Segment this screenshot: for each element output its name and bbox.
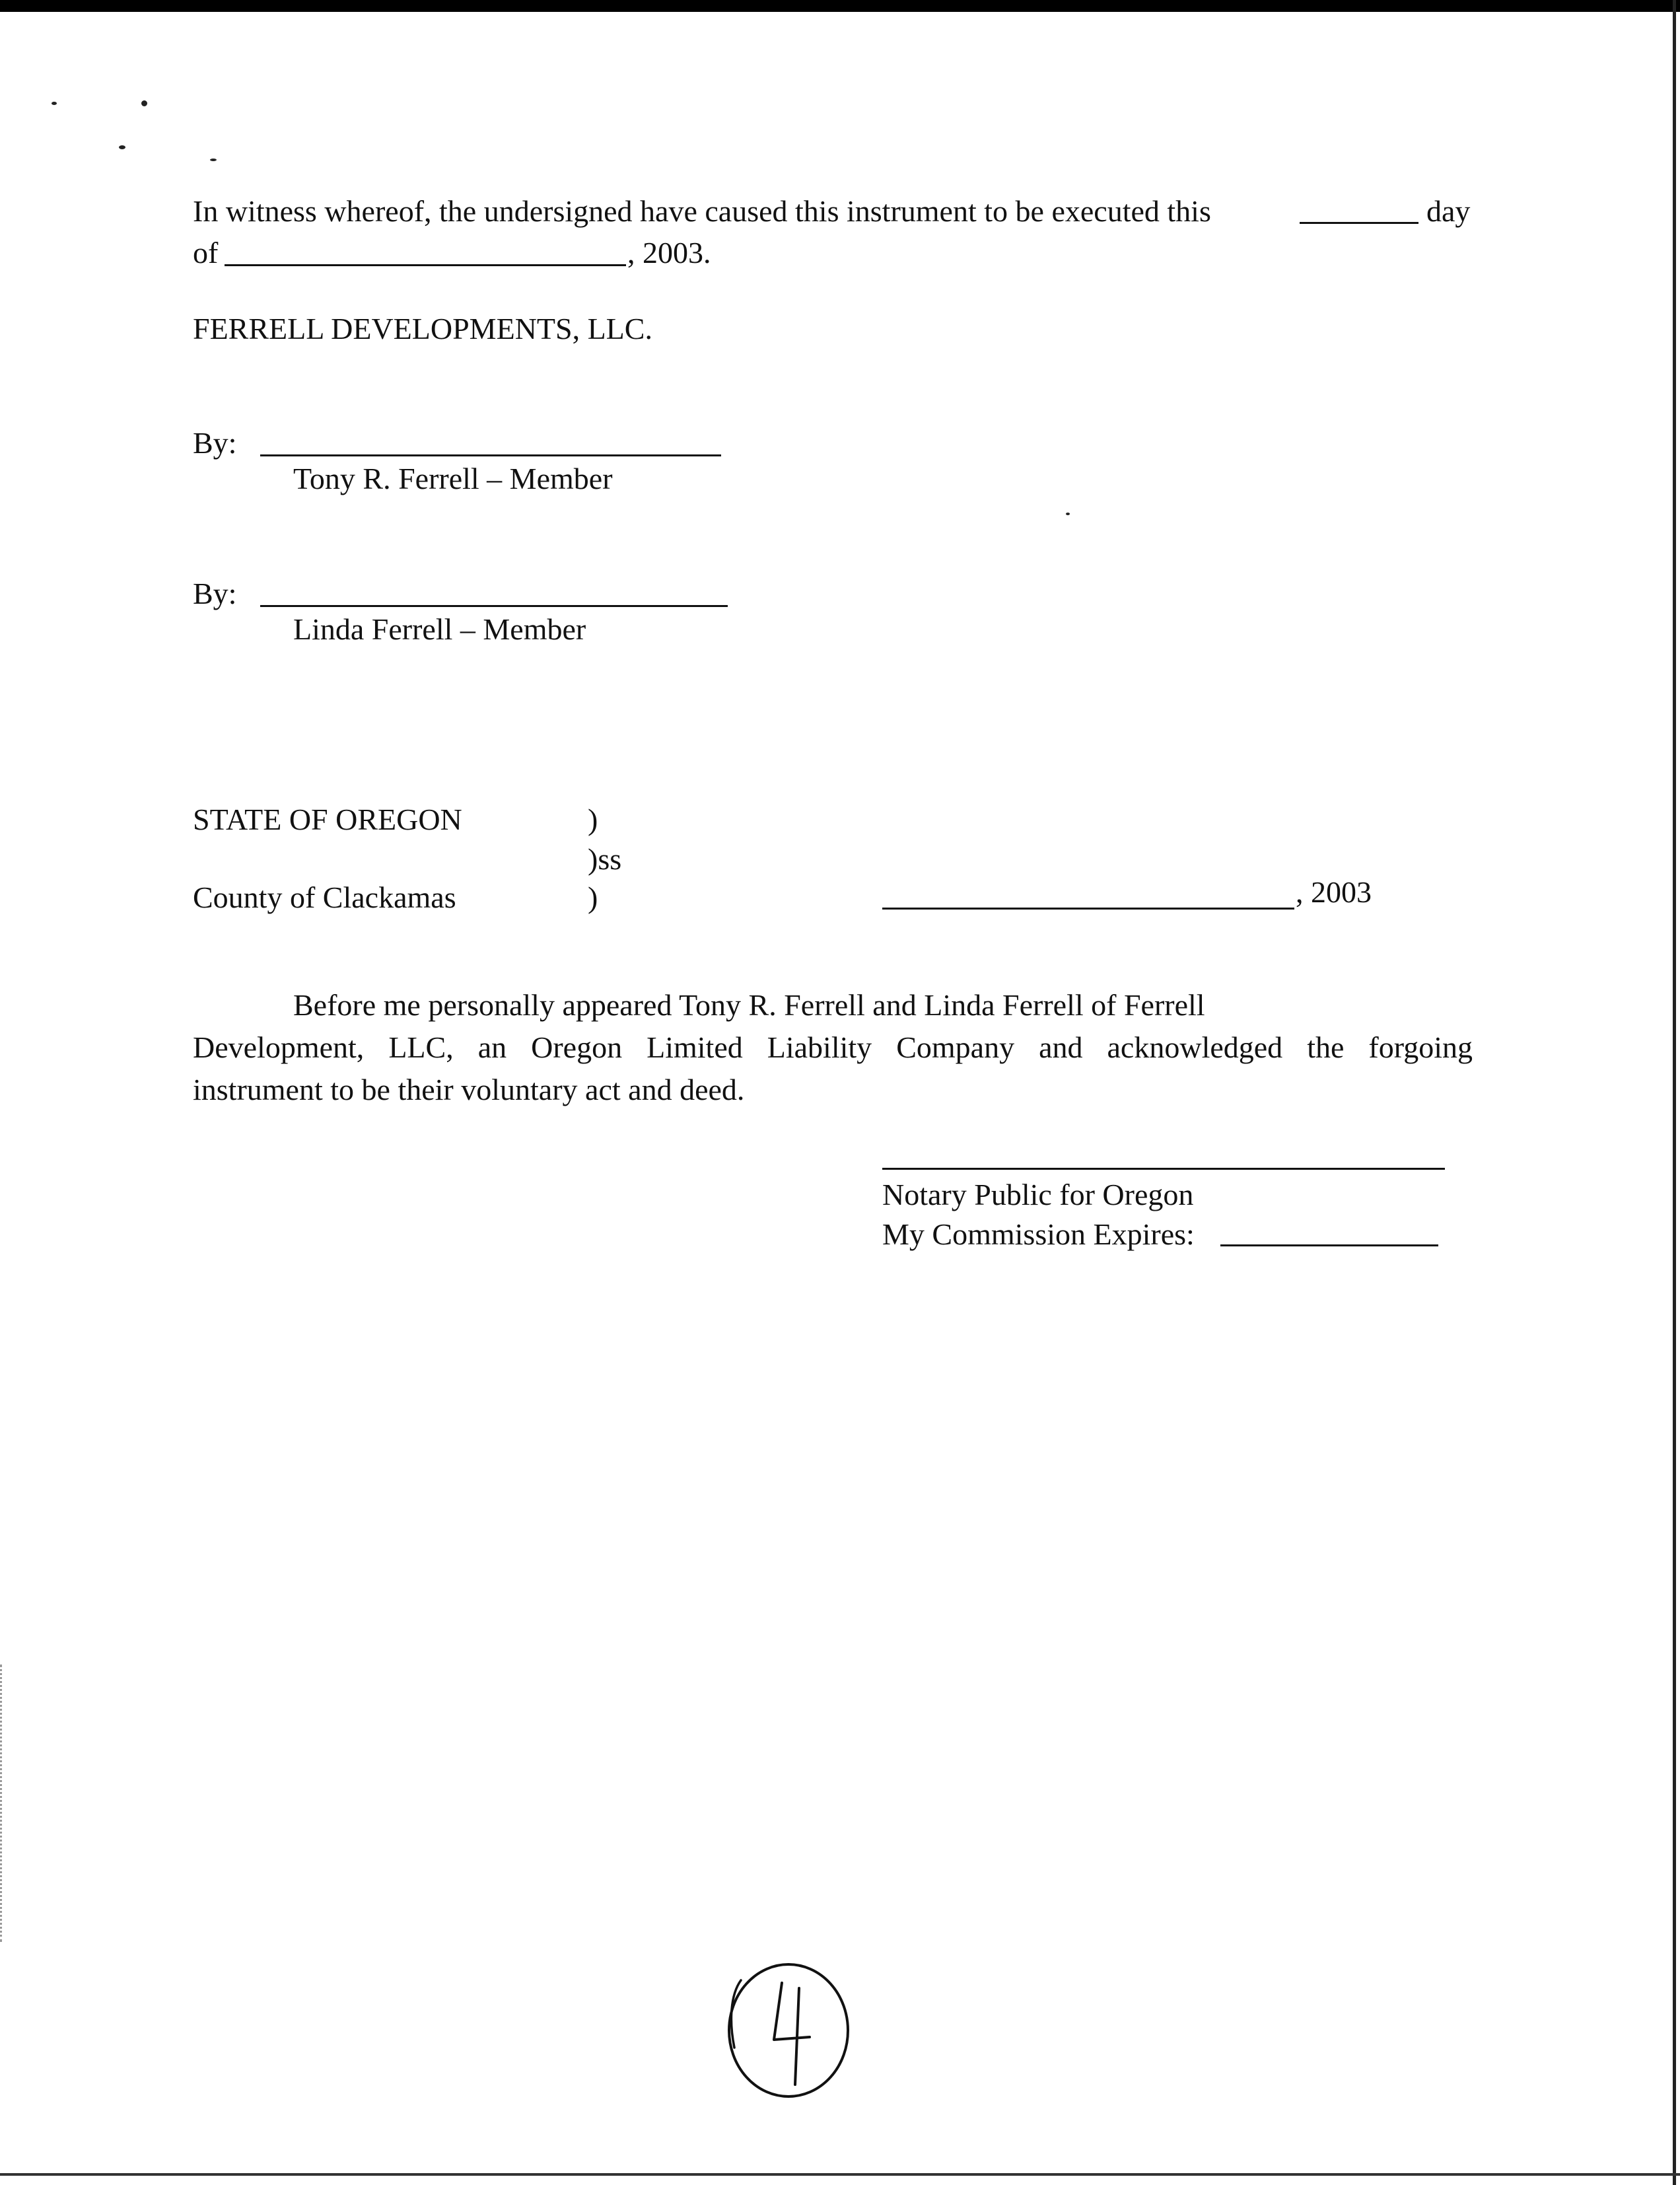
venue-date-year: , 2003 (1296, 875, 1372, 909)
company-name: FERRELL DEVELOPMENTS, LLC. (193, 312, 652, 345)
witness-month-blank (225, 264, 626, 266)
scan-speck (141, 100, 147, 106)
scan-speck (119, 145, 125, 149)
witness-year: , 2003. (627, 236, 711, 269)
notary-signature-line (882, 1168, 1445, 1170)
signatory-name: Tony R. Ferrell – Member (293, 462, 613, 495)
acknowledgment-line: instrument to be their voluntary act and deed. (193, 1073, 745, 1106)
witness-day-word: day (1426, 194, 1471, 228)
handwritten-digit (774, 1983, 810, 2085)
scan-border-bottom (0, 2173, 1680, 2176)
witness-text: In witness whereof, the undersigned have caused this instrument to be executed this (193, 194, 1211, 228)
scan-speck (52, 102, 57, 105)
scan-border-right (1673, 0, 1676, 2185)
signature-by-label: By: (193, 426, 237, 460)
signature-line (260, 605, 728, 607)
scan-border-left (0, 1665, 4, 1942)
acknowledgment-line: Development, LLC, an Oregon Limited Liability Company and acknowledged the forgoing (193, 1030, 1473, 1064)
venue-paren: ) (588, 803, 598, 836)
scan-speck (1066, 513, 1070, 515)
scan-speck (210, 159, 217, 161)
witness-day-blank (1300, 222, 1418, 224)
page-number-circle (729, 1964, 848, 2096)
notary-commission-label: My Commission Expires: (882, 1217, 1195, 1251)
signature-by-label: By: (193, 577, 237, 610)
acknowledgment-paragraph (193, 984, 1473, 1111)
venue-state: STATE OF OREGON (193, 803, 462, 836)
venue-paren: ) (588, 880, 598, 914)
page-number-circle-tail (731, 1980, 741, 2048)
scan-border-top (0, 0, 1680, 12)
acknowledgment-line: Before me personally appeared Tony R. Ferrell and Linda Ferrell of Ferrell (293, 988, 1205, 1022)
venue-date-blank (882, 908, 1294, 910)
notary-commission-blank (1220, 1244, 1438, 1246)
signatory-name: Linda Ferrell – Member (293, 612, 586, 646)
witness-of-word: of (193, 236, 219, 269)
handwritten-page-number (717, 1955, 856, 2102)
notary-title: Notary Public for Oregon (882, 1178, 1194, 1211)
signature-line (260, 454, 721, 456)
venue-county: County of Clackamas (193, 880, 456, 914)
venue-ss: )ss (588, 842, 622, 876)
